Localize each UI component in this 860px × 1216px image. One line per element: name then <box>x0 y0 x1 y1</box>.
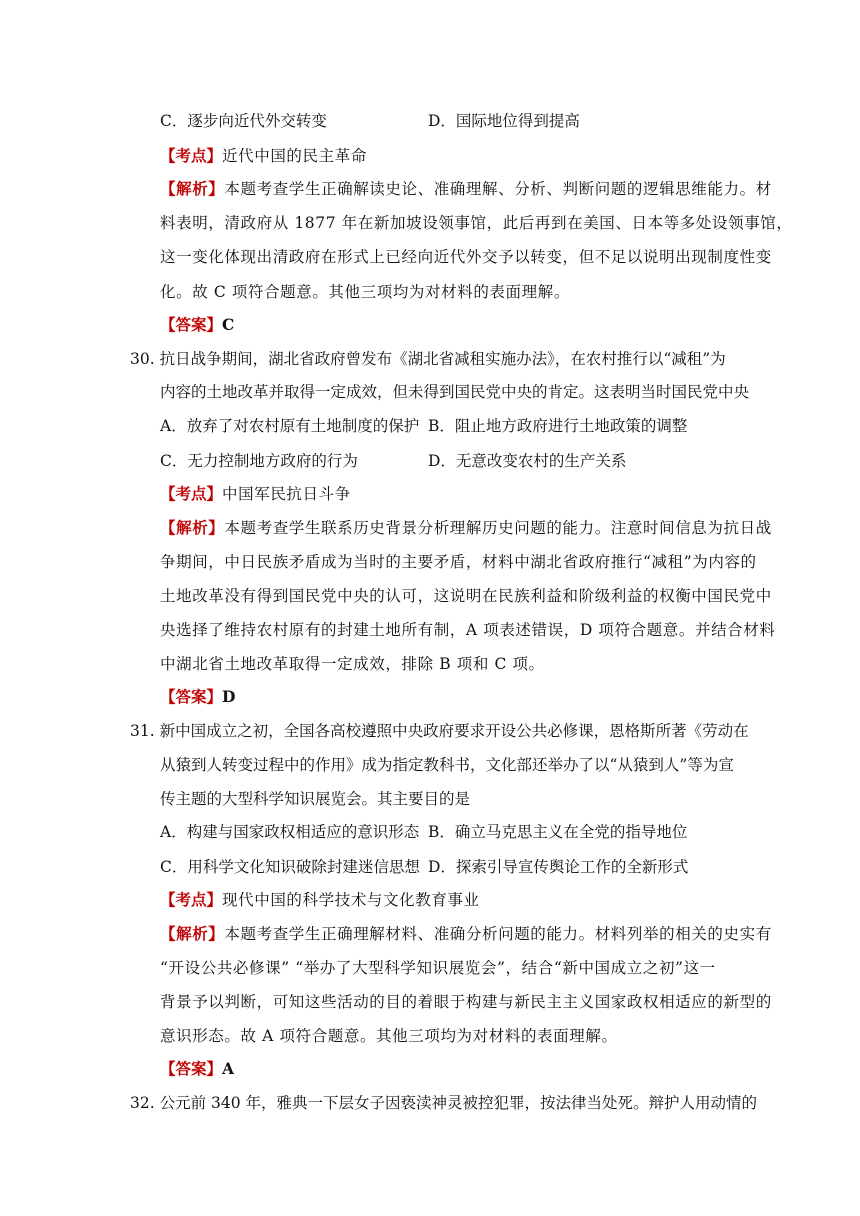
answer-letter: D <box>222 687 236 706</box>
q30-kaodian <box>160 483 351 505</box>
q31-option-d: D．探索引导宣传舆论工作的全新形式 <box>428 858 689 876</box>
q30-jiexi-line-3: 土地改革没有得到国民党中央的认可，这说明在民族利益和阶级利益的权衡中国民党中 <box>160 587 772 605</box>
kaodian-text: 现代中国的科学技术与文化教育事业 <box>222 891 480 909</box>
jiexi-tag: 【解析】 <box>160 924 225 943</box>
q31-option-a: A．构建与国家政权相适应的意识形态 <box>160 823 420 841</box>
q29-kaodian <box>160 145 367 167</box>
jiexi-tag: 【解析】 <box>160 518 225 537</box>
kaodian-tag: 【考点】 <box>160 146 223 165</box>
answer-tag: 【答案】 <box>160 315 223 334</box>
q31-stem-line-2: 从猿到人转变过程中的作用》成为指定教科书，文化部还举办了以“从猿到人”等为宣 <box>160 756 734 774</box>
question-number: 31. <box>130 722 155 740</box>
answer-tag: 【答案】 <box>160 1059 223 1078</box>
q31-jiexi-line-2: “开设公共必修课” “举办了大型科学知识展览会”，结合“新中国成立之初”这一 <box>160 959 716 977</box>
kaodian-text: 近代中国的民主革命 <box>222 147 367 165</box>
q29-jiexi-line-2: 料表明，清政府从 1877 年在新加坡设领事馆，此后再到在美国、日本等多处设领事馆， <box>160 214 793 232</box>
kaodian-text: 中国军民抗日斗争 <box>222 485 351 503</box>
q29-jiexi-line-4: 化。故 C 项符合题意。其他三项均为对材料的表面理解。 <box>160 283 570 301</box>
q29-jiexi-line-1: 【解析】本题考查学生正确解读史论、准确理解、分析、判断问题的逻辑思维能力。材 <box>160 179 772 198</box>
q30-option-c: C．无力控制地方政府的行为 <box>160 452 358 470</box>
q30-stem-line-2: 内容的土地改革并取得一定成效，但未得到国民党中央的肯定。这表明当时国民党中央 <box>160 383 750 401</box>
q30-jiexi-line-5: 中湖北省土地改革取得一定成效，排除 B 项和 C 项。 <box>160 655 545 673</box>
q31-jiexi-line-1: 【解析】本题考查学生正确理解材料、准确分析问题的能力。材料列举的相关的史实有 <box>160 924 772 943</box>
q30-option-b: B．阻止地方政府进行土地政策的调整 <box>428 417 688 435</box>
q29-jiexi-line-3: 这一变化体现出清政府在形式上已经向近代外交予以转变，但不足以说明出现制度性变 <box>160 248 772 266</box>
q31-kaodian <box>160 889 480 911</box>
q30-option-d: D．无意改变农村的生产关系 <box>428 452 627 470</box>
q31-stem-line-3: 传主题的大型科学知识展览会。其主要目的是 <box>160 790 471 808</box>
q31-stem-line-1: 31. 新中国成立之初，全国各高校遵照中央政府要求开设公共必修课，恩格斯所著《劳动在 <box>130 722 749 740</box>
q31-jiexi-line-4: 意识形态。故 A 项符合题意。其他三项均为对材料的表面理解。 <box>160 1027 618 1045</box>
q30-answer <box>160 686 235 708</box>
answer-letter: A <box>222 1059 235 1078</box>
q30-jiexi-line-4: 央选择了维持农村原有的封建土地所有制，A 项表述错误，D 项符合题意。并结合材料 <box>160 621 776 639</box>
question-number: 32. <box>130 1094 155 1112</box>
q29-option-c: C．逐步向近代外交转变 <box>160 112 327 130</box>
q31-option-b: B．确立马克思主义在全党的指导地位 <box>428 823 688 841</box>
q32-stem-line-1: 32. 公元前 340 年，雅典一下层女子因亵渎神灵被控犯罪，按法律当处死。辩护人用动情的 <box>130 1094 758 1112</box>
q31-jiexi-line-3: 背景予以判断，可知这些活动的目的着眼于构建与新民主主义国家政权相适应的新型的 <box>160 993 772 1011</box>
answer-tag: 【答案】 <box>160 687 223 706</box>
kaodian-tag: 【考点】 <box>160 484 223 503</box>
question-number: 30. <box>130 350 155 368</box>
q30-jiexi-line-2: 争期间，中日民族矛盾成为当时的主要矛盾，材料中湖北省政府推行“减租”为内容的 <box>160 553 757 571</box>
jiexi-tag: 【解析】 <box>160 179 225 198</box>
q30-jiexi-line-1: 【解析】本题考查学生联系历史背景分析理解历史问题的能力。注意时间信息为抗日战 <box>160 518 772 537</box>
q29-answer <box>160 314 234 336</box>
q30-option-a: A．放弃了对农村原有土地制度的保护 <box>160 417 420 435</box>
q31-answer <box>160 1058 234 1080</box>
q29-option-d: D．国际地位得到提高 <box>428 112 580 130</box>
answer-letter: C <box>222 315 235 334</box>
q30-stem-line-1: 30. 抗日战争期间，湖北省政府曾发布《湖北省减租实施办法》，在农村推行以“减租”为 <box>130 350 726 368</box>
kaodian-tag: 【考点】 <box>160 890 223 909</box>
q31-option-c: C．用科学文化知识破除封建迷信思想 <box>160 858 420 876</box>
